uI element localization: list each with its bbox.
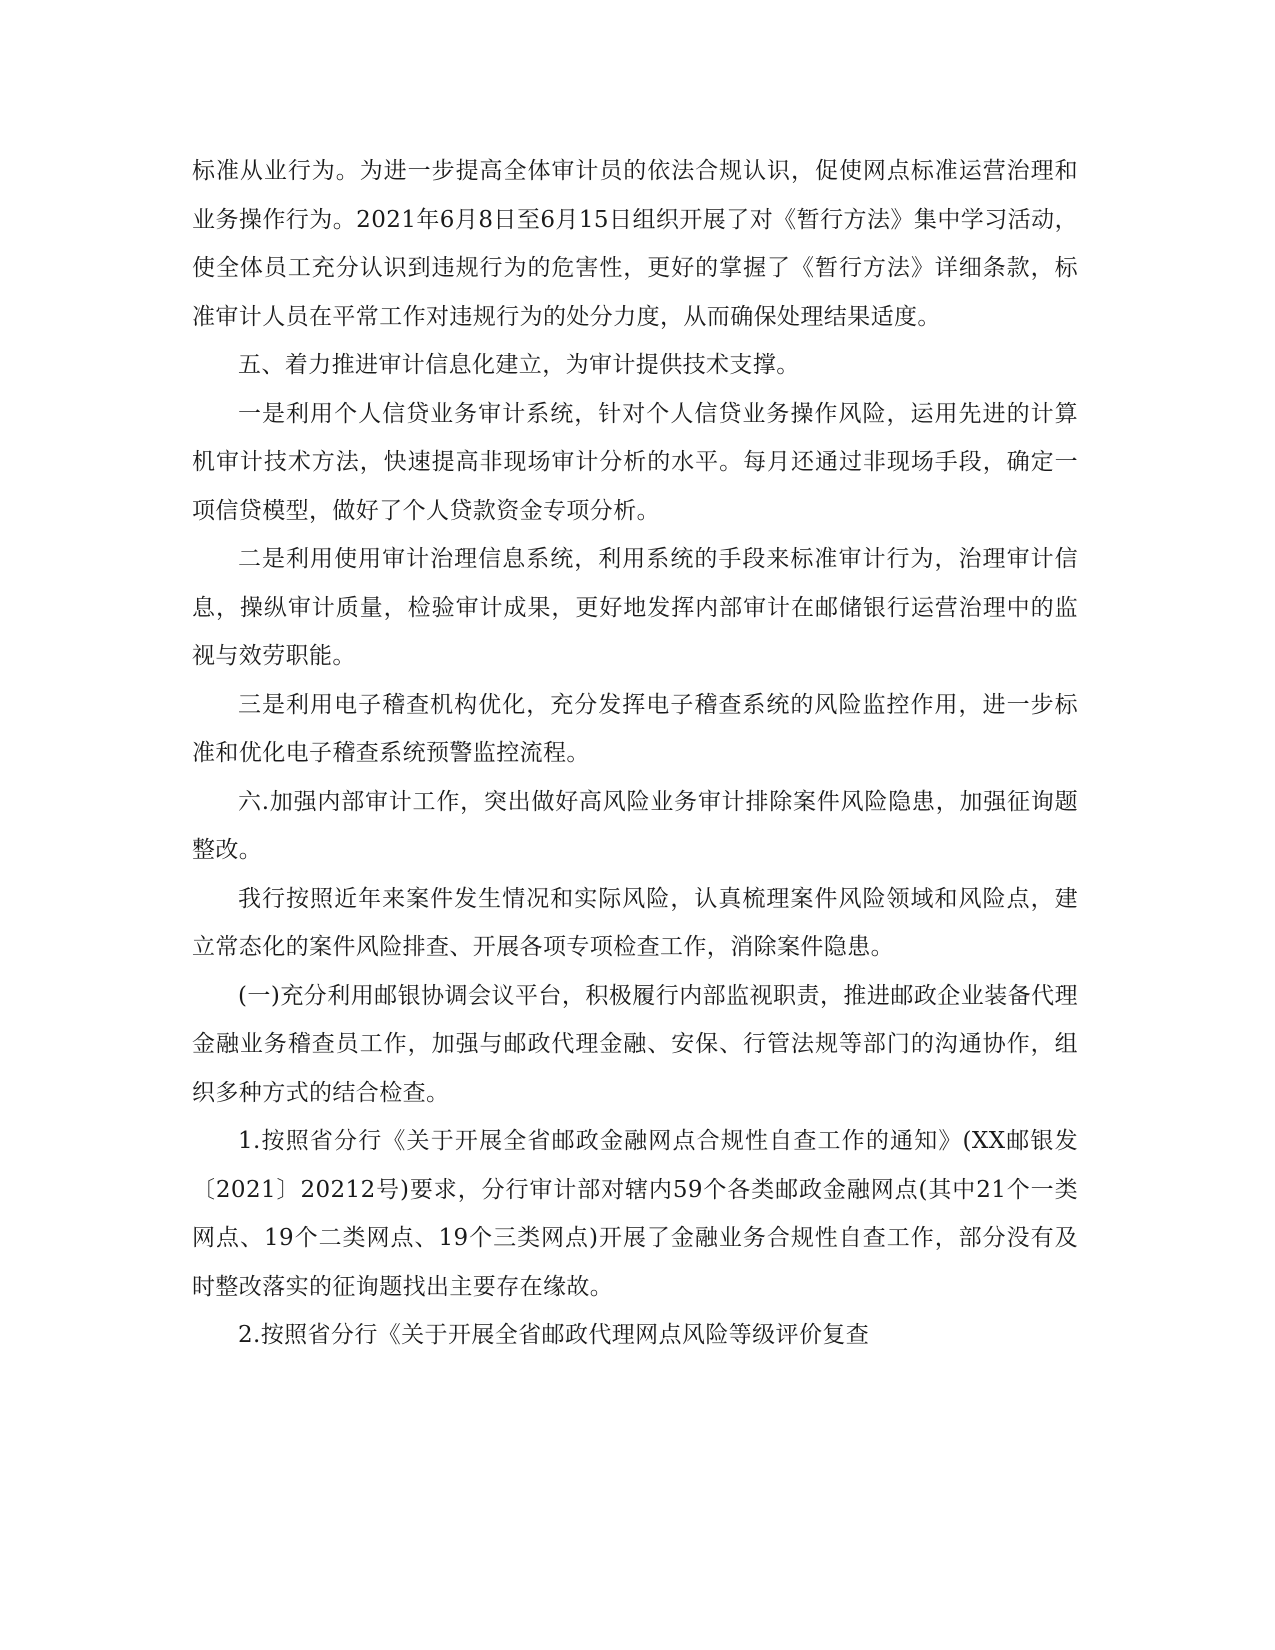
document-body — [192, 147, 1078, 1360]
section-five-heading: 五、着力推进审计信息化建立，为审计提供技术支撑。 — [238, 352, 800, 378]
paragraph-item-two-management-system: 二是利用使用审计治理信息系统，利用系统的手段来标准审计行为，治理审计信息，操纵审计质量，检验审计成果，更好地发挥内部审计在邮储银行运营治理中的监视与效劳职能。 — [192, 546, 1078, 669]
point-one-compliance-check: 1.按照省分行《关于开展全省邮政金融网点合规性自查工作的通知》(XX邮银发〔2021〕20212号)要求，分行审计部对辖内59个各类邮政金融网点(其中21个一类网点、19个二类网点、19个三类网点)开展了金融业务合规性自查工作，部分没有及时整改落实的征询题找出主要存在缘故。 — [192, 1128, 1078, 1300]
paragraph-continued-standard-conduct: 标准从业行为。为进一步提高全体审计员的依法合规认识，促使网点标准运营治理和业务操作行为。2021年6月8日至6月15日组织开展了对《暂行方法》集中学习活动，使全体员工充分认识到违规行为的危害性，更好的掌握了《暂行方法》详细条款，标准审计人员在平常工作对违规行为的处分力度，从而确保处理结果适度。 — [192, 158, 1078, 330]
section-six-heading: 六.加强内部审计工作，突出做好高风险业务审计排除案件风险隐患，加强征询题整改。 — [192, 788, 1078, 863]
paragraph-case-risk-review: 我行按照近年来案件发生情况和实际风险，认真梳理案件风险领域和风险点，建立常态化的案件风险排查、开展各项专项检查工作，消除案件隐患。 — [192, 885, 1078, 960]
subsection-one-coordination: (一)充分利用邮银协调会议平台，积极履行内部监视职责，推进邮政企业装备代理金融业务稽查员工作，加强与邮政代理金融、安保、行管法规等部门的沟通协作，组织多种方式的结合检查。 — [192, 982, 1078, 1106]
paragraph-item-three-electronic-inspection: 三是利用电子稽查机构优化，充分发挥电子稽查系统的风险监控作用，进一步标准和优化电子稽查系统预警监控流程。 — [192, 691, 1078, 766]
paragraph-item-one-credit-audit: 一是利用个人信贷业务审计系统，针对个人信贷业务操作风险，运用先进的计算机审计技术方法，快速提高非现场审计分析的水平。每月还通过非现场手段，确定一项信贷模型，做好了个人贷款资金专项分析。 — [192, 400, 1078, 524]
point-two-risk-rating: 2.按照省分行《关于开展全省邮政代理网点风险等级评价复查 — [238, 1322, 870, 1348]
